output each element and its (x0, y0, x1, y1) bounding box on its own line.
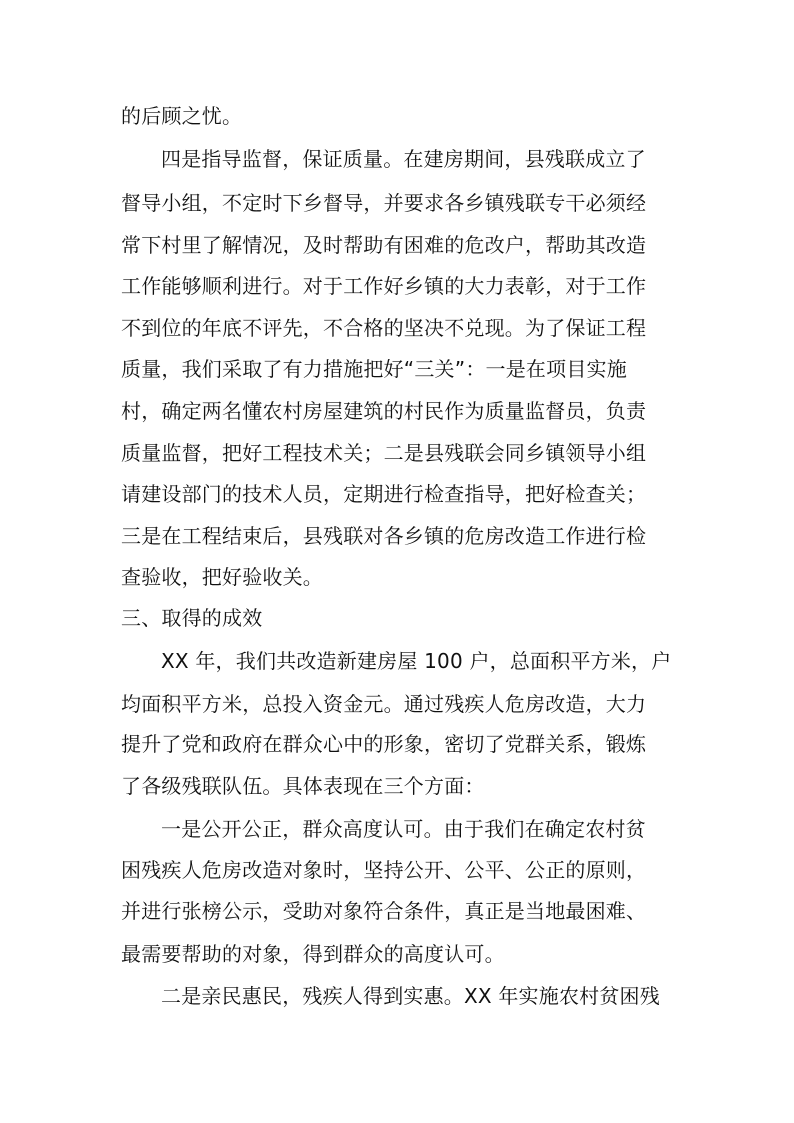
paragraph-line: 一是公开公正，群众高度认可。由于我们在确定农村贫 (161, 817, 646, 841)
text-line: 的后顾之忧。 (121, 104, 243, 128)
text-line: 提升了党和政府在群众心中的形象，密切了党群关系，锻炼 (121, 732, 647, 756)
paragraph-line: 四是指导监督，保证质量。在建房期间，县残联成立了 (161, 147, 646, 171)
text-line: 质量监督，把好工程技术关；二是县残联会同乡镇领导小组 (121, 441, 647, 465)
text-line: 工作能够顺利进行。对于工作好乡镇的大力表彰，对于工作 (121, 274, 647, 298)
text-line: 督导小组，不定时下乡督导，并要求各乡镇残联专干必须经 (121, 191, 647, 215)
text-line: 困残疾人危房改造对象时，坚持公开、公平、公正的原则， (121, 858, 647, 882)
text-line: 三是在工程结束后，县残联对各乡镇的危房改造工作进行检 (121, 524, 647, 548)
text-line: 常下村里了解情况，及时帮助有困难的危改户，帮助其改造 (121, 233, 647, 257)
text-line: 质量，我们采取了有力措施把好“三关”：一是在项目实施 (121, 357, 627, 381)
paragraph-line: 二是亲民惠民，残疾人得到实惠。XX 年实施农村贫困残 (161, 984, 660, 1008)
text-line: 请建设部门的技术人员，定期进行检查指导，把好检查关； (121, 482, 647, 506)
text-line: 了各级残联队伍。具体表现在三个方面： (121, 774, 485, 798)
text-line: 最需要帮助的对象，得到群众的高度认可。 (121, 942, 505, 966)
text-line: 村，确定两名懂农村房屋建筑的村民作为质量监督员，负责 (121, 399, 647, 423)
text-line: 均面积平方米，总投入资金元。通过残疾人危房改造，大力 (121, 692, 647, 716)
text-line: 不到位的年底不评先，不合格的坚决不兑现。为了保证工程 (121, 316, 647, 340)
paragraph-line: XX 年，我们共改造新建房屋 100 户，总面积平方米，户 (161, 649, 672, 673)
text-line: 并进行张榜公示，受助对象符合条件，真正是当地最困难、 (121, 899, 647, 923)
section-heading: 三、取得的成效 (121, 606, 263, 630)
text-line: 查验收，把好验收关。 (121, 565, 323, 589)
